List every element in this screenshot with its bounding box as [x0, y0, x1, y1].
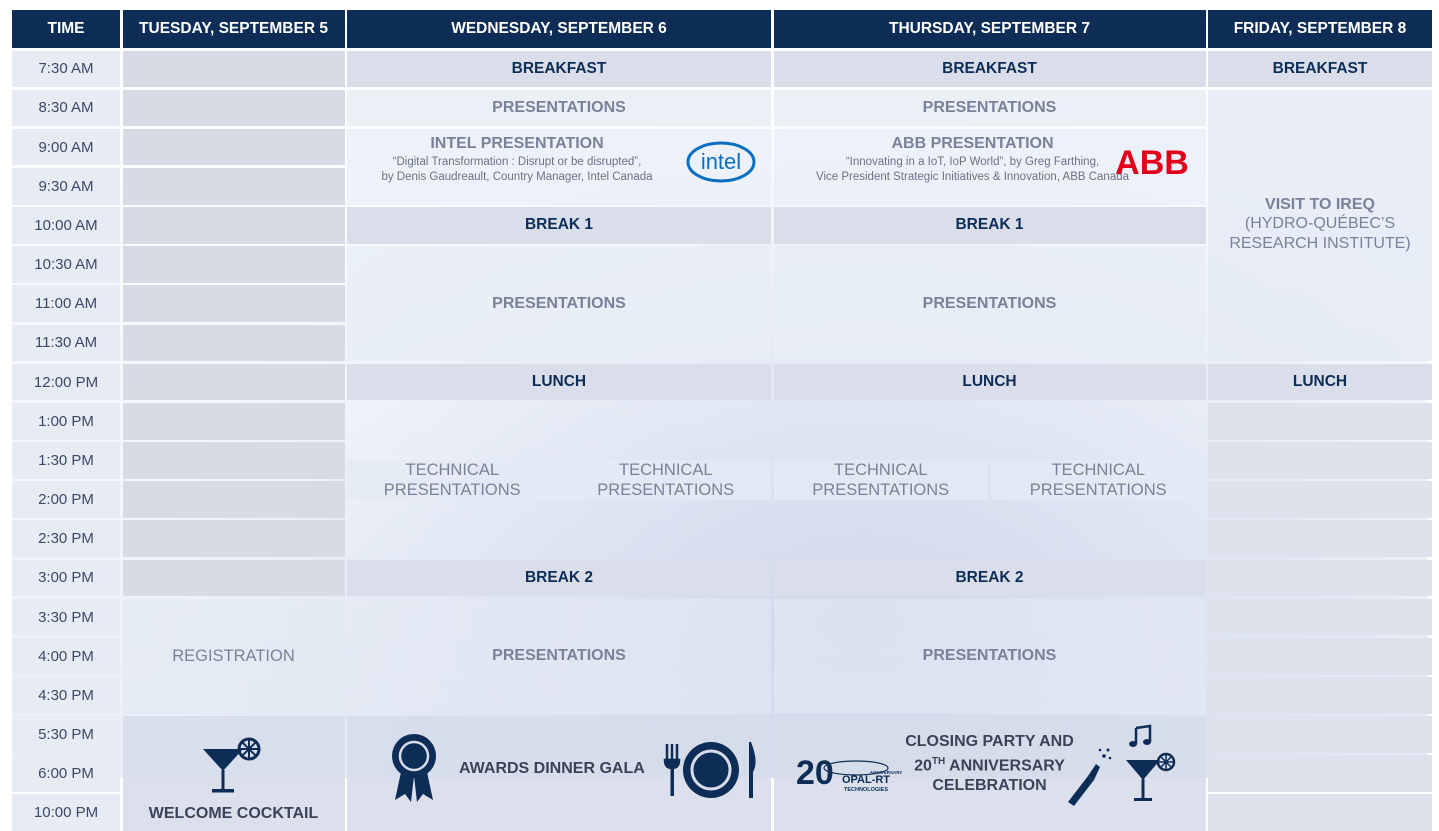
empty-slot	[1208, 403, 1432, 440]
empty-slot	[123, 364, 345, 401]
time-slot: 12:00 PM	[12, 364, 120, 401]
tuesday-registration: REGISTRATION	[123, 599, 345, 714]
wed-technical-a: TECHNICAL PRESENTATIONS	[347, 460, 558, 500]
header-tuesday: TUESDAY, SEPTEMBER 5	[123, 10, 345, 48]
wed-presentations-2: PRESENTATIONS	[347, 246, 771, 361]
intel-logo	[685, 137, 757, 187]
empty-slot	[1208, 560, 1432, 597]
time-slot: 11:00 AM	[12, 285, 120, 322]
wed-lunch: LUNCH	[347, 364, 771, 401]
empty-slot	[1208, 794, 1432, 831]
intel-desc-1: “Digital Transformation : Disrupt or be disrupted”,	[392, 155, 642, 168]
wed-presentations-3: PRESENTATIONS	[347, 599, 771, 714]
empty-slot	[123, 403, 345, 440]
header-time: TIME	[12, 10, 120, 48]
champagne-bottle-icon	[1064, 744, 1114, 806]
wed-break-2: BREAK 2	[347, 560, 771, 597]
thu-closing-party	[774, 716, 1206, 831]
visit-title: VISIT TO IREQ	[1265, 196, 1375, 214]
time-slot: 4:00 PM	[12, 638, 120, 675]
empty-slot	[1208, 755, 1432, 792]
wed-intel-presentation	[347, 129, 771, 205]
time-slot: 9:00 AM	[12, 129, 120, 166]
abb-desc-2: Vice President Strategic Initiatives & Innovation, ABB Canada	[815, 170, 1130, 183]
thu-break-1: BREAK 1	[774, 207, 1206, 244]
opal-anniversary-text: ANNIVERSARY	[869, 770, 902, 776]
empty-slot	[123, 168, 345, 205]
wed-break-1: BREAK 1	[347, 207, 771, 244]
thu-presentations-1: PRESENTATIONS	[774, 90, 1206, 127]
time-slot: 2:30 PM	[12, 520, 120, 557]
thu-break-2: BREAK 2	[774, 560, 1206, 597]
visit-line-3: RESEARCH INSTITUTE)	[1229, 235, 1411, 253]
empty-slot	[1208, 520, 1432, 557]
wed-technical-presentations	[347, 403, 771, 557]
intel-desc-2: by Denis Gaudreault, Country Manager, Intel Canada	[381, 170, 653, 183]
opal-20-text: 20	[795, 754, 834, 793]
time-slot: 4:30 PM	[12, 677, 120, 714]
empty-slot	[1208, 599, 1432, 636]
cocktail-label: WELCOME COCKTAIL	[148, 805, 319, 823]
time-slot: 2:00 PM	[12, 481, 120, 518]
wed-technical-b: TECHNICAL PRESENTATIONS	[561, 460, 772, 500]
opal-technologies-text: TECHNOLOGIES	[843, 787, 888, 794]
thu-technical-presentations	[774, 403, 1206, 557]
empty-slot	[123, 90, 345, 127]
intel-title: INTEL PRESENTATION	[430, 134, 604, 152]
time-slot: 6:00 PM	[12, 755, 120, 792]
time-slot: 7:30 AM	[12, 51, 120, 88]
header-wednesday: WEDNESDAY, SEPTEMBER 6	[347, 10, 771, 48]
empty-slot	[123, 560, 345, 597]
header-thursday: THURSDAY, SEPTEMBER 7	[774, 10, 1206, 48]
schedule-grid	[12, 10, 1428, 823]
empty-slot	[123, 325, 345, 362]
dinner-plate-icon	[661, 738, 761, 802]
tuesday-welcome-cocktail	[123, 716, 345, 831]
visit-line-2: (HYDRO-QUÉBEC’S	[1244, 215, 1396, 233]
time-slot: 1:30 PM	[12, 442, 120, 479]
fri-breakfast: BREAKFAST	[1208, 51, 1432, 88]
empty-slot	[1208, 638, 1432, 675]
thu-technical-a: TECHNICAL PRESENTATIONS	[774, 460, 989, 500]
music-cocktail-icon	[1124, 724, 1180, 810]
opal-name-text: OPAL-RT	[841, 774, 890, 787]
cocktail-icon	[199, 737, 269, 799]
empty-slot	[123, 51, 345, 88]
wed-awards-dinner-gala	[347, 716, 771, 831]
time-slot: 10:00 AM	[12, 207, 120, 244]
empty-slot	[1208, 677, 1432, 714]
time-slot: 1:00 PM	[12, 403, 120, 440]
time-slot: 3:00 PM	[12, 560, 120, 597]
wed-presentations-1: PRESENTATIONS	[347, 90, 771, 127]
fri-lunch: LUNCH	[1208, 364, 1432, 401]
time-slot: 8:30 AM	[12, 90, 120, 127]
thu-lunch: LUNCH	[774, 364, 1206, 401]
abb-logo	[1112, 143, 1192, 179]
time-slot: 5:30 PM	[12, 716, 120, 753]
award-ribbon-icon	[387, 732, 441, 804]
time-slot: 3:30 PM	[12, 599, 120, 636]
abb-desc-1: “Innovating in a IoT, IoP World”, by Greg Farthing,	[845, 155, 1100, 168]
empty-slot	[123, 285, 345, 322]
empty-slot	[1208, 481, 1432, 518]
empty-slot	[1208, 716, 1432, 753]
thu-abb-presentation	[774, 129, 1206, 205]
closing-label: CLOSING PARTY AND 20TH ANNIVERSARY CELEBRATION	[905, 733, 1074, 795]
empty-slot	[123, 246, 345, 283]
gala-label: AWARDS DINNER GALA	[459, 760, 645, 778]
time-slot: 9:30 AM	[12, 168, 120, 205]
empty-slot	[1208, 442, 1432, 479]
abb-title: ABB PRESENTATION	[891, 134, 1054, 152]
thu-breakfast: BREAKFAST	[774, 51, 1206, 88]
time-slot: 10:30 AM	[12, 246, 120, 283]
header-friday: FRIDAY, SEPTEMBER 8	[1208, 10, 1432, 48]
thu-presentations-2: PRESENTATIONS	[774, 246, 1206, 361]
thu-technical-b: TECHNICAL PRESENTATIONS	[991, 460, 1206, 500]
empty-slot	[123, 481, 345, 518]
empty-slot	[123, 442, 345, 479]
time-slot: 10:00 PM	[12, 794, 120, 831]
empty-slot	[123, 129, 345, 166]
empty-slot	[123, 207, 345, 244]
empty-slot	[123, 520, 345, 557]
time-slot: 11:30 AM	[12, 325, 120, 362]
fri-visit-ireq	[1208, 90, 1432, 362]
intel-logo-text: intel	[700, 148, 742, 174]
wed-breakfast: BREAKFAST	[347, 51, 771, 88]
abb-logo-text: ABB	[1114, 143, 1189, 179]
thu-presentations-3: PRESENTATIONS	[774, 599, 1206, 714]
